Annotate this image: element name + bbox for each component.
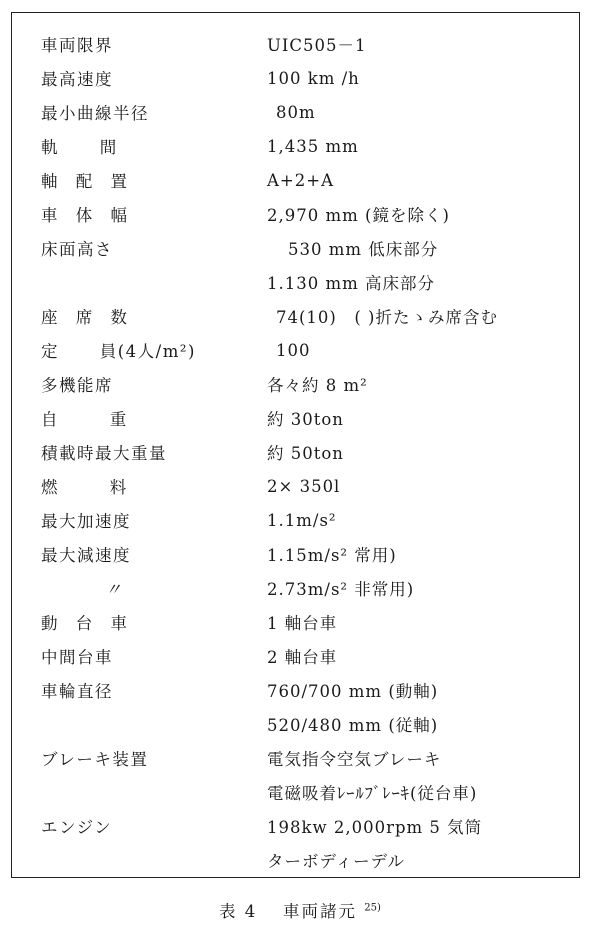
row-value: 約 50ton	[267, 444, 344, 463]
row-value: A+2+A	[267, 170, 334, 190]
spec-table	[11, 12, 580, 878]
row-label: 床面高さ	[41, 240, 113, 259]
row-label: 定 員(4人/m²)	[41, 342, 196, 361]
row-value: 2× 350l	[267, 476, 341, 496]
row-label: 車両限界	[41, 36, 113, 55]
table-row	[12, 163, 579, 197]
row-value: 2,970 mm (鏡を除く)	[267, 206, 450, 225]
table-row	[12, 741, 579, 775]
row-label: 最大減速度	[41, 546, 131, 565]
row-value: 約 30ton	[267, 410, 344, 429]
row-label: 燃 料	[41, 478, 128, 497]
table-row	[12, 673, 579, 707]
row-value: 100	[276, 340, 311, 360]
row-label: 座 席 数	[41, 308, 129, 327]
row-value: 電磁吸着ﾚｰﾙﾌﾞﾚｰｷ(従台車)	[267, 784, 478, 803]
row-label: 多機能席	[41, 376, 113, 395]
table-row	[12, 809, 579, 843]
row-label: 車輪直径	[41, 682, 113, 701]
row-label: 最高速度	[41, 70, 113, 89]
table-row	[12, 129, 579, 163]
row-label: 最大加速度	[41, 512, 131, 531]
table-row	[12, 333, 579, 367]
caption-text: 表 4 車両諸元	[219, 902, 358, 921]
row-value: 1.1m/s²	[267, 510, 337, 530]
row-value: UIC505－1	[267, 36, 367, 55]
table-row	[12, 605, 579, 639]
table-row	[12, 95, 579, 129]
table-row	[12, 27, 579, 61]
row-label: ブレーキ装置	[41, 750, 149, 769]
table-row	[12, 61, 579, 95]
row-label: 動 台 車	[41, 614, 129, 633]
row-value: 電気指令空気ブレーキ	[267, 750, 442, 769]
table-row	[12, 299, 579, 333]
table-row	[12, 537, 579, 571]
row-value: 80m	[276, 102, 316, 122]
row-value: 74(10) ( )折たゝみ席含む	[276, 308, 498, 327]
table-row	[12, 639, 579, 673]
row-label: 積載時最大重量	[41, 444, 167, 463]
row-value: 1.15m/s² 常用)	[267, 546, 397, 565]
row-label: 自 重	[41, 410, 128, 429]
table-row	[12, 231, 579, 265]
table-row	[12, 435, 579, 469]
table-caption	[0, 898, 600, 922]
row-value: 2 軸台車	[267, 648, 338, 667]
table-row	[12, 265, 579, 299]
row-value: 520/480 mm (従軸)	[267, 716, 439, 735]
row-value: 198kw 2,000rpm 5 気筒	[267, 818, 483, 837]
table-row	[12, 197, 579, 231]
row-label: 中間台車	[41, 648, 113, 667]
table-row	[12, 843, 579, 877]
row-label: 〃	[105, 580, 123, 599]
row-value: 1 軸台車	[267, 614, 338, 633]
row-label: 車 体 幅	[41, 206, 129, 225]
row-label: 軸 配 置	[41, 172, 129, 191]
row-value: 1,435 mm	[267, 136, 359, 156]
table-row	[12, 775, 579, 809]
table-row	[12, 503, 579, 537]
row-label: 軌 間	[41, 138, 118, 157]
row-label: エンジン	[41, 818, 113, 837]
row-value: 530 mm 低床部分	[288, 240, 439, 259]
row-value: 100 km /h	[267, 68, 360, 88]
table-row	[12, 469, 579, 503]
row-value: 各々約 8 m²	[267, 376, 368, 395]
table-row	[12, 401, 579, 435]
row-value: 1.130 mm 高床部分	[267, 274, 436, 293]
table-row	[12, 571, 579, 605]
caption-reference: 25)	[364, 902, 381, 914]
table-row	[12, 707, 579, 741]
row-value: 2.73m/s² 非常用)	[267, 580, 415, 599]
row-value: ターボディーデル	[267, 852, 405, 871]
table-row	[12, 367, 579, 401]
row-label: 最小曲線半径	[41, 104, 149, 123]
row-value: 760/700 mm (動軸)	[267, 682, 439, 701]
